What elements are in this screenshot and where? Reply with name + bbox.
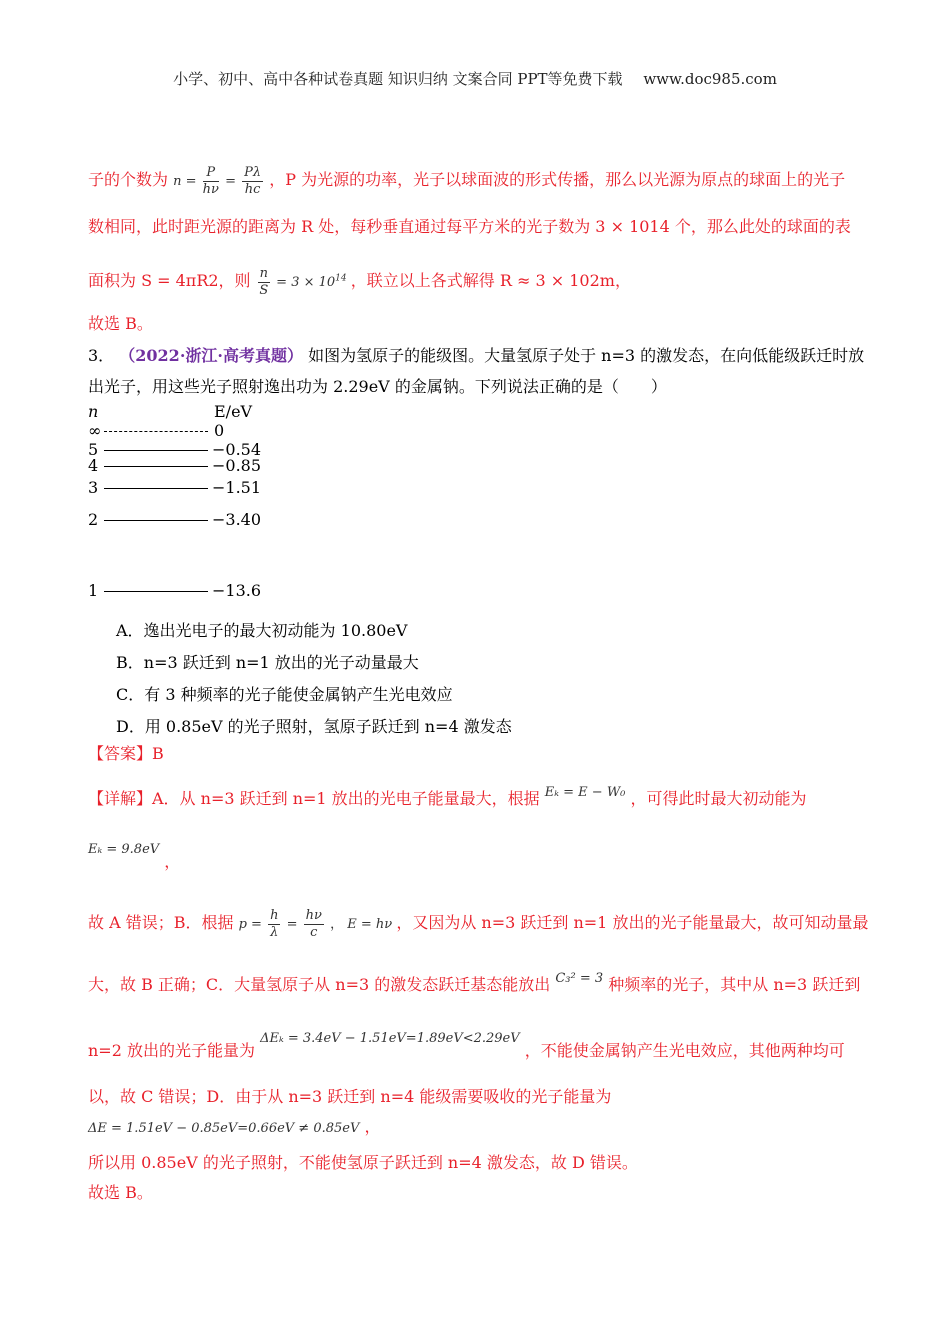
option-c: C．有 3 种频率的光子能使金属钠产生光电效应 [116, 685, 453, 704]
explanation-conclusion: 故选 B。 [88, 1183, 153, 1202]
density-formula: $\frac{n}{S}$ = $3 \times 10^{14}$ [259, 266, 347, 298]
page-header [0, 68, 950, 89]
question-source: （2022·浙江·高考真题） [119, 346, 303, 365]
level-line-inf [104, 431, 208, 432]
level-energy-2: −3.40 [212, 510, 262, 529]
option-d: D．用 0.85eV 的光子照射，氢原子跃迁到 n=4 激发态 [116, 717, 512, 736]
level-line-3 [104, 488, 208, 489]
level-line-2 [104, 520, 208, 521]
explanation-line-3: 故 A 错误；B．根据 p = $\frac{h}{\lambda}$ = $\frac{h\nu}{c}$ ， E = hν ，又因为从 n=3 跃迁到 n=1 放出的光子能量最大，故可知动量最 [88, 908, 869, 940]
prev-conclusion: 故选 B。 [88, 314, 153, 333]
explanation-line-8: 所以用 0.85eV 的光子照射，不能使氢原子跃迁到 n=4 激发态，故 D 错误。 [88, 1153, 638, 1172]
option-b: B．n=3 跃迁到 n=1 放出的光子动量最大 [116, 653, 419, 672]
kinetic-energy-formula: Eₖ = E − W₀ [544, 785, 626, 800]
absorption-energy-formula: ΔE = 1.51eV − 0.85eV=0.66eV ≠ 0.85eV [88, 1121, 360, 1136]
energy-difference-formula: ΔEₖ = 3.4eV − 1.51eV=1.89eV<2.29eV [260, 1031, 520, 1046]
combination-formula: C₃² = 3 [555, 971, 604, 986]
explanation-line-2: $^{E_k = 9.8eV}$ ， [88, 842, 181, 871]
max-kinetic-energy-value: Eₖ = 9.8eV [88, 842, 160, 857]
level-label-1: 1 [88, 581, 99, 600]
prev-line-1: 子的个数为 n = $\frac{P}{h\nu}$ = $\frac{P\lambda}{hc}$ ，P 为光源的功率，光子以球面波的形式传播，那么以光源为原点的球面上的光子 [88, 165, 846, 197]
prev-line-3: 面积为 S = 4πR2，则 $\frac{n}{S}$ = $3 \times 10^{14}$ ，联立以上各式解得 R ≈ 3 × 102m， [88, 266, 631, 298]
level-line-1 [104, 591, 208, 592]
question-line-2: 出光子，用这些光子照射逸出功为 2.29eV 的金属钠。下列说法正确的是（ ） [88, 377, 667, 396]
prev-line-2: 数相同，此时距光源的距离为 R 处，每秒垂直通过每平方米的光子数为 3 × 1014 个，那么此处的球面的表 [88, 217, 851, 236]
level-label-5: 5 [88, 440, 99, 459]
level-label-2: 2 [88, 510, 99, 529]
answer-label: 【答案】B [88, 744, 164, 763]
level-energy-3: −1.51 [212, 478, 262, 497]
diagram-n-label: n [88, 402, 99, 421]
level-label-4: 4 [88, 456, 99, 475]
level-line-5 [104, 450, 208, 451]
explanation-line-5: n=2 放出的光子能量为 $^{\Delta E_k = 3.4eV - 1.51eV=1.89eV<2.29eV}$ ，不能使金属钠产生光电效应，其他两种均可 [88, 1031, 845, 1060]
header-url[interactable]: www.doc985.com [643, 70, 777, 88]
question-line-1: 3． （2022·浙江·高考真题） 如图为氢原子的能级图。大量氢原子处于 n=3 的激发态，在向低能级跃迁时放 [88, 346, 865, 365]
level-label-inf: ∞ [88, 421, 102, 440]
diagram-e-label: E/eV [214, 402, 253, 421]
level-line-4 [104, 466, 208, 467]
momentum-formula: p = $\frac{h}{\lambda}$ = $\frac{h\nu}{c}$ ， E = hν [238, 908, 393, 940]
photon-count-formula: n = $\frac{P}{h\nu}$ = $\frac{P\lambda}{hc}$ [173, 165, 262, 197]
level-energy-4: −0.85 [212, 456, 262, 475]
level-label-3: 3 [88, 478, 99, 497]
option-a: A．逸出光电子的最大初动能为 10.80eV [116, 621, 408, 640]
explanation-line-1: 【详解】A．从 n=3 跃迁到 n=1 放出的光电子能量最大，根据 $^{E_k = E - W_0}$ ，可得此时最大初动能为 [88, 785, 807, 808]
level-energy-5: −0.54 [212, 440, 262, 459]
explanation-line-7: ΔE = 1.51eV − 0.85eV=0.66eV ≠ 0.85eV ， [88, 1117, 381, 1136]
question-number: 3． [88, 346, 115, 365]
level-energy-1: −13.6 [212, 581, 262, 600]
header-text: 小学、初中、高中各种试卷真题 知识归纳 文案合同 PPT等免费下载 [173, 70, 623, 88]
explanation-line-4: 大，故 B 正确；C．大量氢原子从 n=3 的激发态跃迁基态能放出 $^{C_3^2 = 3}$ 种频率的光子，其中从 n=3 跃迁到 [88, 971, 861, 994]
level-energy-inf: 0 [214, 421, 225, 440]
explanation-line-6: 以，故 C 错误；D．由于从 n=3 跃迁到 n=4 能级需要吸收的光子能量为 [88, 1087, 612, 1106]
